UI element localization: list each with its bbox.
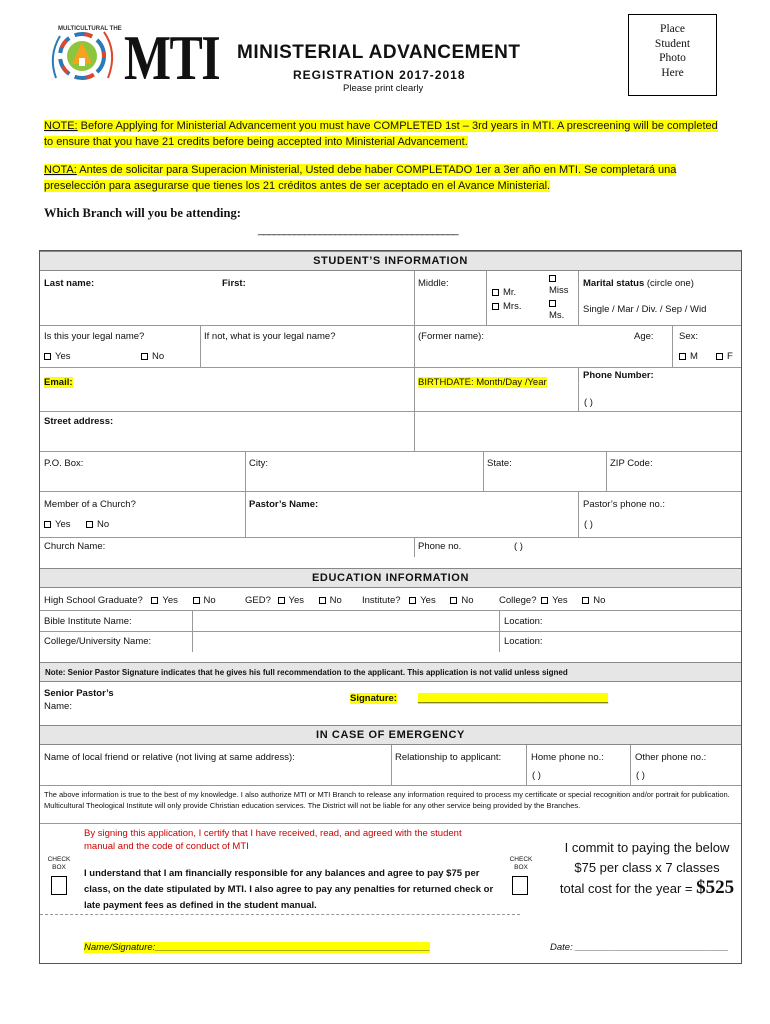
college-label: College? [499, 595, 537, 606]
bible-institute-label: Bible Institute Name: [44, 616, 132, 627]
photo-box[interactable] [628, 14, 717, 96]
branch-input-line[interactable]: _______________________________________ [258, 224, 458, 236]
middle-name-label: Middle: [418, 278, 449, 289]
logo-arc-text: MULTICULTURAL THE [58, 26, 122, 32]
ged-label: GED? [245, 595, 271, 606]
photo-line: Place [660, 23, 685, 35]
hs-label: High School Graduate? [44, 595, 143, 606]
pastor-name-label: Pastor’s Name: [249, 499, 319, 510]
sex-f[interactable] [716, 351, 733, 362]
marital-hint: (circle one) [644, 278, 694, 289]
church-member-question: Member of a Church? [44, 499, 136, 510]
photo-line: Student [654, 37, 691, 50]
marital-status-label [583, 278, 694, 289]
note-spanish [44, 162, 724, 194]
signature-text: Signature: [350, 693, 397, 704]
state-label: State: [487, 458, 512, 469]
home-phone-area[interactable]: ( ) [532, 770, 541, 781]
ged-question [245, 595, 342, 606]
legal-name-question: Is this your legal name? [44, 331, 145, 342]
bible-location-label: Location: [504, 616, 543, 627]
no-label: No [461, 595, 474, 606]
title-prefix: MINISTERIAL [237, 42, 364, 63]
phone-number-label: Phone Number: [583, 370, 654, 381]
college-yes[interactable] [541, 595, 568, 606]
title-main: ADVANCEMENT [368, 42, 521, 63]
yes-label: Yes [420, 595, 436, 606]
title-ms[interactable] [549, 298, 564, 322]
no-label: No [593, 595, 606, 606]
hs-question [44, 595, 216, 606]
relationship-label: Relationship to applicant: [395, 752, 502, 763]
yes-label: Yes [288, 595, 305, 606]
title-mr[interactable] [492, 287, 516, 298]
legal-no[interactable] [141, 351, 164, 362]
college-question [499, 595, 605, 606]
note-label: NOTE: [44, 120, 78, 132]
pastor-phone-area[interactable]: ( ) [584, 519, 593, 530]
phone-area-code[interactable]: ( ) [584, 397, 593, 408]
church-member-yes[interactable] [44, 519, 71, 530]
check-box-label-right: CHECK BOX [509, 856, 533, 871]
marital-options[interactable]: Single / Mar / Div. / Sep / Wid [583, 304, 707, 315]
title-miss[interactable] [549, 273, 569, 297]
ged-yes[interactable] [278, 595, 305, 606]
no-label: No [152, 351, 165, 362]
consent-text: The above information is true to the best of my knowledge. I also authorize MTI or MTI Branch to release any information required to process my certificate or special recognition and/or portrait for publication. Multicultural Theological Institute will only provide Christian education services. The District will not be liable for any other service being provided by the Branches. [44, 790, 730, 810]
no-label: No [203, 595, 216, 606]
commit-line1: I commit to paying the below [564, 840, 730, 855]
f-label: F [727, 351, 733, 362]
email-label [44, 377, 73, 388]
financial-checkbox[interactable] [51, 876, 67, 895]
college-no[interactable] [582, 595, 605, 606]
church-name-label: Church Name: [44, 541, 106, 552]
legal-name-label: If not, what is your legal name? [204, 331, 336, 342]
check-box-label-left: CHECK BOX [47, 856, 71, 871]
hs-no[interactable] [193, 595, 216, 606]
zip-label: ZIP Code: [610, 458, 653, 469]
financial-line1: I understand that I am financially responsible for any balances and [84, 868, 385, 879]
mti-logo [42, 18, 122, 94]
marital-label: Marital status [583, 278, 645, 289]
birthdate-text: BIRTHDATE: Month/Day /Year [418, 377, 547, 388]
church-phone-label: Phone no. [418, 541, 462, 552]
commit-total-text: total cost for the year = [559, 881, 693, 896]
education-heading: EDUCATION INFORMATION [40, 568, 741, 588]
no-label: No [329, 595, 342, 606]
former-name-label: (Former name): [418, 331, 484, 342]
senior-pastor-label [44, 687, 114, 713]
institute-question [362, 595, 474, 606]
financial-line2: agree to pay $75 per class, on the date stipulated by MTI. I also agree to pay any penalties for returned check or late payment fees as defined in the student manual. [84, 868, 494, 911]
sex-label: Sex: [679, 331, 699, 342]
miss-label: Miss [549, 285, 569, 296]
friend-name-label: Name of local friend or relative (not living at same address): [44, 752, 295, 763]
commit-line2: $75 per class x 7 classes [574, 860, 720, 875]
home-phone-label: Home phone no.: [531, 752, 604, 763]
commit-statement [550, 838, 744, 899]
hs-yes[interactable] [151, 595, 178, 606]
yes-label: Yes [55, 519, 71, 530]
date-line: _____________________________ [575, 942, 729, 953]
commit-amount: $525 [696, 877, 735, 898]
nota-label: NOTA: [44, 164, 77, 176]
yes-label: Yes [55, 351, 71, 362]
form-title [237, 42, 521, 64]
church-member-no[interactable] [86, 519, 109, 530]
ms-label: Ms. [549, 310, 565, 321]
m-label: M [690, 351, 698, 362]
commit-line3 [550, 878, 744, 899]
age-label: Age: [634, 331, 654, 342]
other-phone-label: Other phone no.: [635, 752, 707, 763]
pastor-signature-label [350, 693, 397, 704]
pastor-phone-label: Pastor’s phone no.: [583, 499, 666, 510]
form-subtitle: REGISTRATION 2017-2018 [293, 68, 466, 82]
sex-m[interactable] [679, 351, 698, 362]
emergency-heading: IN CASE OF EMERGENCY [40, 725, 741, 745]
college-location-label: Location: [504, 636, 543, 647]
commit-checkbox[interactable] [512, 876, 528, 895]
branch-question: Which Branch will you be attending: [44, 206, 241, 220]
city-label: City: [249, 458, 268, 469]
student-info-heading: STUDENT’S INFORMATION [40, 251, 741, 271]
ged-no[interactable] [319, 595, 342, 606]
financial-statement [84, 866, 496, 914]
senior-pastor-line2: Name: [44, 701, 72, 712]
mrs-label: Mrs. [503, 301, 522, 312]
last-name-label: Last name: [44, 278, 95, 289]
email-text: Email: [44, 377, 73, 388]
name-signature-label: Name/Signature: [84, 942, 156, 953]
legal-yes[interactable] [44, 351, 71, 362]
note-text: Before Applying for Ministerial Advancement you must have COMPLETED 1st – 3rd years in MTI. A prescreening will be completed to ensure that you have 21 credits before being accepted into Ministerial Advancement. [44, 120, 718, 148]
institute-yes[interactable] [409, 595, 436, 606]
no-label: No [97, 519, 110, 530]
signature-line: ____________________________________ [418, 693, 609, 704]
signing-statement: By signing this application, I certify that I have received, read, and agreed with the student manual and the code of conduct of MTI [84, 828, 462, 852]
photo-line: Here [661, 66, 684, 79]
note-english [44, 118, 724, 150]
senior-pastor-note: Note: Senior Pastor Signature indicates that he gives his full recommendation to the applicant. This application is not valid unless signed [40, 662, 741, 682]
date-field[interactable] [550, 942, 729, 953]
pastor-signature-line[interactable] [418, 693, 608, 704]
po-box-label: P.O. Box: [44, 458, 84, 469]
senior-pastor-line1: Senior Pastor’s [44, 688, 114, 699]
photo-line: Photo [659, 52, 686, 64]
title-mrs[interactable] [492, 301, 521, 312]
church-phone-area[interactable]: ( ) [514, 541, 523, 552]
yes-label: Yes [162, 595, 178, 606]
name-signature-field[interactable] [84, 942, 430, 953]
date-label: Date: [550, 942, 573, 953]
institute-no[interactable] [450, 595, 473, 606]
street-address-label: Street address: [44, 416, 114, 427]
first-name-label: First: [222, 278, 246, 289]
nota-text: Antes de solicitar para Superacion Ministerial, Usted debe haber COMPLETADO 1er a 3er año en MTI. Se completará una preselección para asegurarse que tienes los 21 créditos antes de ser aceptado en el Avance Ministerial. [44, 164, 677, 192]
mr-label: Mr. [503, 287, 517, 298]
name-signature-line: ____________________________________________________ [155, 942, 431, 953]
other-phone-area[interactable]: ( ) [636, 770, 645, 781]
birthdate-label [418, 377, 547, 388]
mti-wordmark: MTI [124, 22, 220, 93]
print-note: Please print clearly [343, 83, 424, 94]
college-name-label: College/University Name: [44, 636, 152, 647]
yes-label: Yes [552, 595, 568, 606]
institute-label: Institute? [362, 595, 401, 606]
